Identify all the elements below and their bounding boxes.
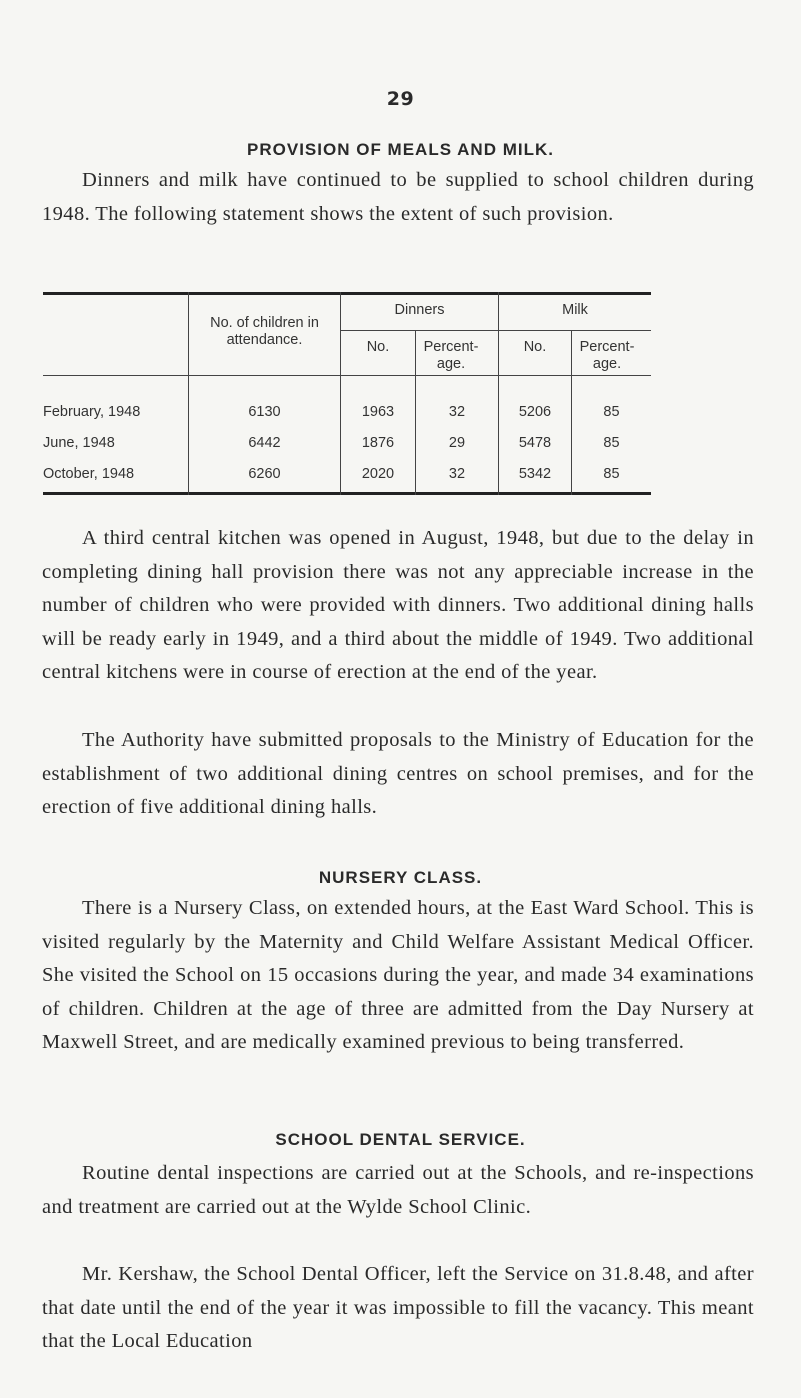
header-bottom-rule: [43, 375, 651, 376]
meals-milk-table: [43, 292, 651, 495]
dental-officer-paragraph: Mr. Kershaw, the School Dental Officer, left the Service on 31.8.48, and after that date until the end of the year it was impossible to fill the vacancy. This meant that the Local Education: [42, 1263, 754, 1352]
nursery-paragraph: There is a Nursery Class, on extended hours, at the East Ward School. This is visited regularly by the Maternity and Child Welfare Assistant Medical Officer. She visited the School on 15 occasions during the year, and made 34 examinations of children. Children at the age of three are admitted from the Day Nursery at Maxwell Street, and are medically examined previous to being transferred.: [42, 897, 754, 1053]
row-period: February, 1948: [43, 404, 141, 420]
row-period: June, 1948: [43, 435, 115, 451]
meals-heading: PROVISION OF MEALS AND MILK.: [247, 140, 554, 159]
header-dinners-no: No.: [366, 339, 390, 355]
row-period: October, 1948: [43, 466, 135, 482]
col-rule-milk: [498, 292, 499, 495]
table-top-rule: [43, 292, 651, 295]
meals-proposals-paragraph: The Authority have submitted proposals to the Ministry of Education for the establishment of two additional dining centres on school premises, and for the erection of five additional dining halls.: [42, 729, 754, 818]
table-bottom-rule: [43, 492, 651, 495]
row-milk-no: 5478: [518, 435, 552, 451]
row-milk-no: 5342: [518, 466, 552, 482]
header-milk-pct: Percent-age.: [579, 339, 635, 372]
subheader-rule: [340, 330, 651, 331]
row-dinners-no: 1876: [361, 435, 395, 451]
col-rule-dinners: [340, 292, 341, 495]
meals-kitchen-paragraph: A third central kitchen was opened in August, 1948, but due to the delay in completing dining hall provision there was not any appreciable increase in the number of children who were provided with dinners. Two additional dining halls will be ready early in 1949, and a third about the middle of 1949. Two additional central kitchens were in course of erection at the end of the year.: [42, 527, 754, 683]
header-milk: Milk: [562, 302, 588, 318]
header-dinners-pct: Percent-age.: [423, 339, 479, 372]
meals-intro-paragraph: Dinners and milk have continued to be supplied to school children during 1948. The following statement shows the extent of such provision.: [42, 169, 754, 225]
dental-inspections-paragraph: Routine dental inspections are carried out at the Schools, and re-inspections and treatment are carried out at the Wylde School Clinic.: [42, 1162, 754, 1218]
row-dinners-pct: 32: [448, 404, 466, 420]
row-milk-no: 5206: [518, 404, 552, 420]
row-attendance: 6130: [248, 404, 281, 420]
header-dinners: Dinners: [394, 302, 445, 318]
row-milk-pct: 85: [603, 466, 620, 482]
row-milk-pct: 85: [603, 435, 620, 451]
row-attendance: 6442: [248, 435, 281, 451]
page-number: 29: [386, 88, 415, 110]
nursery-heading: NURSERY CLASS.: [318, 868, 483, 887]
row-dinners-no: 2020: [361, 466, 395, 482]
row-dinners-no: 1963: [361, 404, 395, 420]
row-attendance: 6260: [248, 466, 281, 482]
header-attendance: No. of children in attendance.: [210, 315, 319, 348]
row-dinners-pct: 29: [448, 435, 466, 451]
row-dinners-pct: 32: [448, 466, 466, 482]
dental-heading: SCHOOL DENTAL SERVICE.: [275, 1130, 526, 1149]
row-milk-pct: 85: [603, 404, 620, 420]
header-milk-no: No.: [523, 339, 547, 355]
